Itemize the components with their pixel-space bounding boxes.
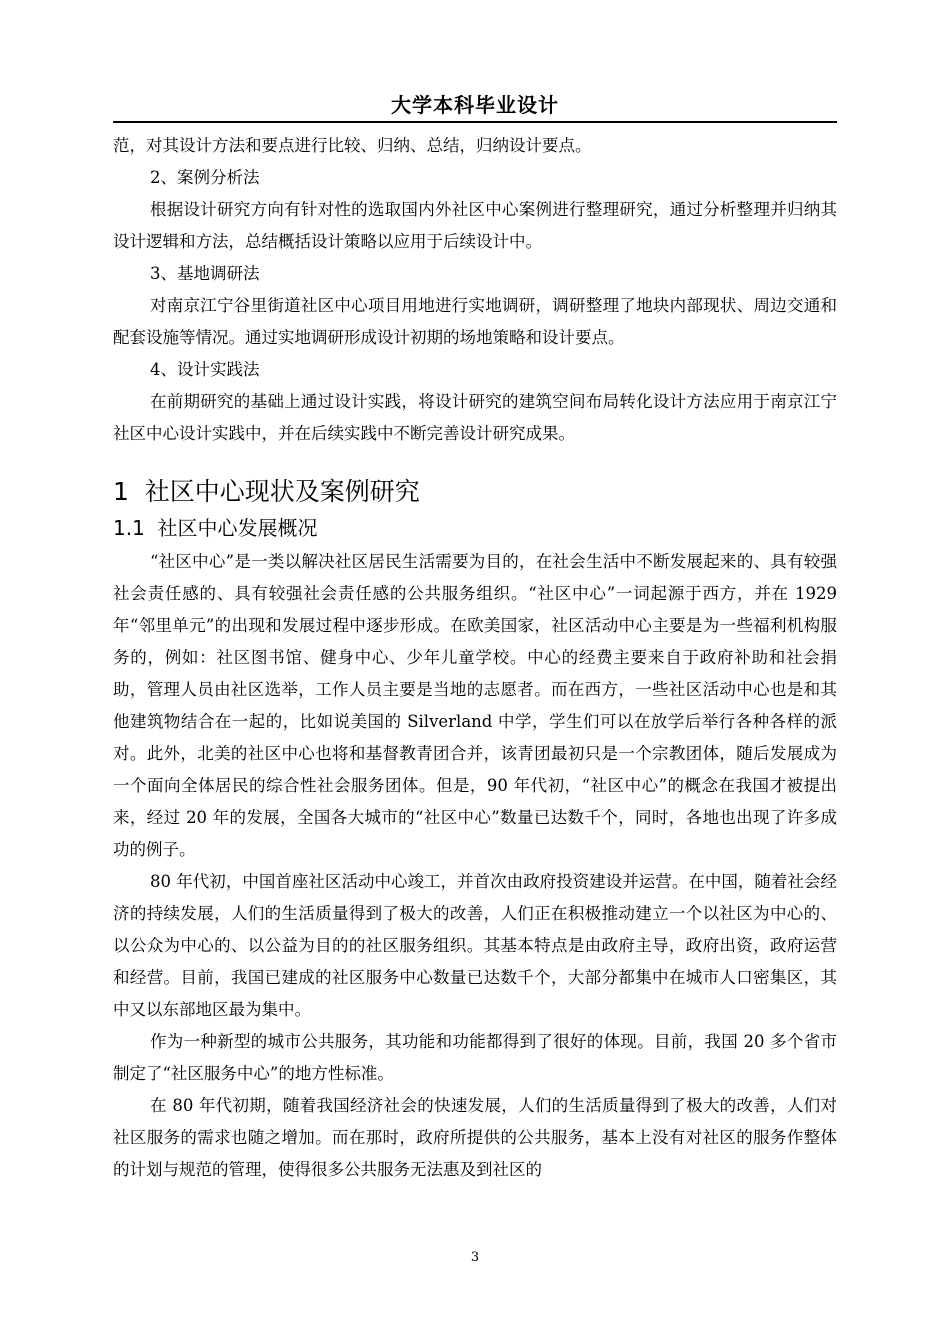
- page-body: [113, 130, 837, 1186]
- running-header-title: 大学本科毕业设计: [391, 93, 559, 117]
- method-heading-site-survey: 3、基地调研法: [150, 264, 260, 283]
- paragraph-continued: 范，对其设计方法和要点进行比较、归纳、总结，归纳设计要点。: [113, 136, 592, 155]
- section-heading: 1.1 社区中心发展概况: [113, 516, 318, 540]
- paragraph-community-center-definition: “社区中心”是一类以解决社区居民生活需要为目的，在社会生活中不断发展起来的、具有较强社会责任感的、具有较强社会责任感的公共服务组织。“社区中心”一词起源于西方，并在 1929 年“邻里单元”的出现和发展过程中逐步形成。在欧美国家，社区活动中心主要是为一些福利机构服务的，例如：社区图书馆、健身中心、少年儿童学校。中心的经费主要来自于政府补助和社会捐助，管理人员由社区选举，工作人员主要是当地的志愿者。而在西方，一些社区活动中心也是和其他建筑物结合在一起的，比如说美国的 Silverland 中学，学生们可以在放学后举行各种各样的派对。此外，北美的社区中心也将和基督教青团合并，该青团最初只是一个宗教团体，随后发展成为一个面向全体居民的综合性社会服务团体。但是，90 年代初，“社区中心”的概念在我国才被提出来，经过 20 年的发展，全国各大城市的“社区中心”数量已达数千个，同时，各地也出现了许多成功的例子。: [113, 552, 837, 859]
- page-number: 3: [470, 1250, 480, 1265]
- method-heading-case-analysis: 2、案例分析法: [150, 168, 260, 187]
- paragraph-1980s-context: 在 80 年代初期，随着我国经济社会的快速发展，人们的生活质量得到了极大的改善，人们对社区服务的需求也随之增加。而在那时，政府所提供的公共服务，基本上没有对社区的服务作整体的计划与规范的管理，使得很多公共服务无法惠及到社区的: [113, 1096, 837, 1179]
- paragraph-case-analysis: 根据设计研究方向有针对性的选取国内外社区中心案例进行整理研究，通过分析整理并归纳其设计逻辑和方法，总结概括设计策略以应用于后续设计中。: [113, 200, 837, 251]
- paragraph-china-development: 80 年代初，中国首座社区活动中心竣工，并首次由政府投资建设并运营。在中国，随着社会经济的持续发展，人们的生活质量得到了极大的改善，人们正在积极推动建立一个以社区为中心的、以公众为中心的、以公益为目的的社区服务组织。其基本特点是由政府主导，政府出资，政府运营和经营。目前，我国已建成的社区服务中心数量已达数千个，大部分都集中在城市人口密集区，其中又以东部地区最为集中。: [113, 872, 837, 1019]
- paragraph-site-survey: 对南京江宁谷里街道社区中心项目用地进行实地调研，调研整理了地块内部现状、周边交通和配套设施等情况。通过实地调研形成设计初期的场地策略和设计要点。: [113, 296, 837, 347]
- method-heading-design-practice: 4、设计实践法: [150, 360, 260, 379]
- paragraph-design-practice: 在前期研究的基础上通过设计实践，将设计研究的建筑空间布局转化设计方法应用于南京江宁社区中心设计实践中，并在后续实践中不断完善设计研究成果。: [113, 392, 837, 443]
- header-divider: [113, 121, 837, 123]
- paragraph-local-standards: 作为一种新型的城市公共服务，其功能和功能都得到了很好的体现。目前，我国 20 多个省市制定了“社区服务中心”的地方性标准。: [113, 1032, 837, 1083]
- chapter-heading: 1 社区中心现状及案例研究: [113, 477, 420, 506]
